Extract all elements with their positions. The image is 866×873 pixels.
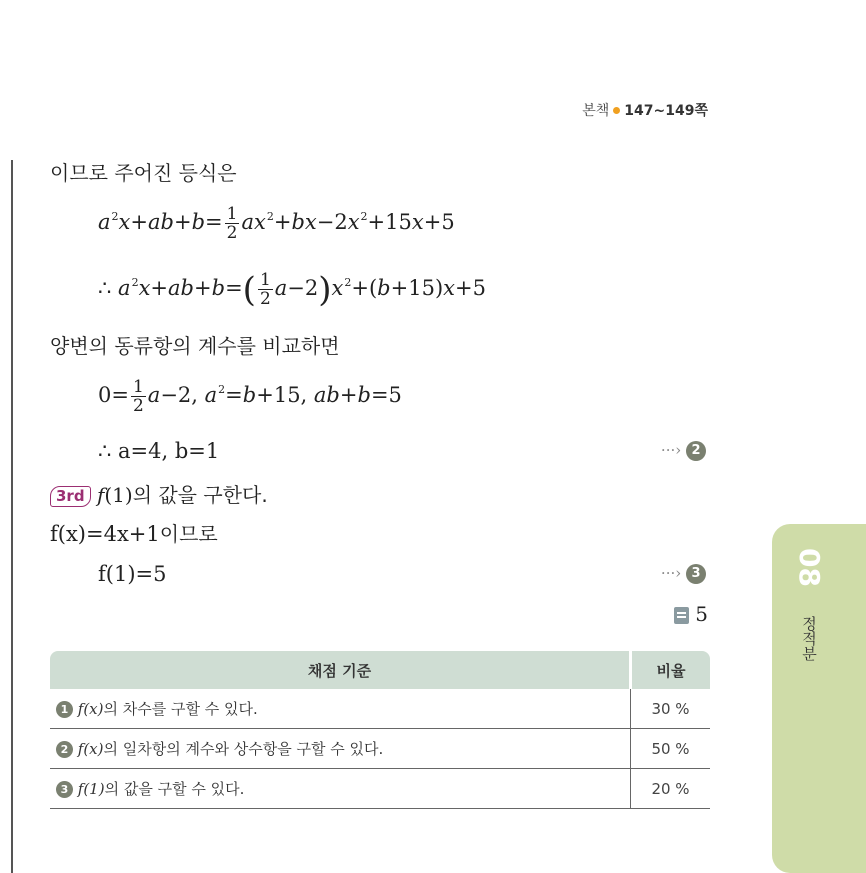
compare-text: 양변의 동류항의 계수를 비교하면	[50, 334, 340, 358]
result-ab: ∴ a=4, b=1	[98, 439, 220, 463]
header-rate: 비율	[631, 651, 711, 689]
rate-cell: 30 %	[631, 689, 711, 729]
intro-text: 이므로 주어진 등식은	[50, 161, 237, 185]
margin-rule	[11, 160, 13, 873]
step3-heading: 3rd f(1)의 값을 구한다.	[50, 479, 268, 508]
answer	[674, 602, 708, 626]
step3-badge: 3rd	[50, 486, 91, 507]
circled-number-icon: 3	[686, 564, 706, 584]
chapter-label: 정적분	[800, 616, 818, 661]
equation-3: 0= $\frac{1}{2}$ a−2, $a^2=b+15$, ab+b=5	[98, 377, 402, 416]
circled-number-icon: 3	[56, 781, 73, 798]
equation-2: ∴ $a^2x+ab+b=$( $\frac{1}{2}$ $a-2)x^2+(b+15)x+5$	[98, 270, 486, 310]
answer-icon	[674, 607, 689, 624]
circled-number-icon: 2	[56, 741, 73, 758]
fx-tail: 이므로	[159, 522, 218, 546]
fx-definition: f(x)=4x+1	[50, 522, 160, 546]
fx-line	[50, 518, 218, 547]
table-row	[50, 689, 710, 729]
dot-icon	[613, 107, 620, 114]
step-marker-3: ···› 3	[661, 564, 706, 584]
circled-number-icon: 1	[56, 701, 73, 718]
step3-text: 의 값을 구한다.	[132, 483, 268, 507]
circled-number-icon: 2	[686, 441, 706, 461]
header-criteria: 채점 기준	[50, 651, 631, 689]
criteria-text: 의 일차항의 계수와 상수항을 구할 수 있다.	[103, 740, 384, 758]
chapter-number: 08	[793, 548, 826, 587]
table-row	[50, 769, 710, 809]
criteria-text: 의 값을 구할 수 있다.	[104, 780, 245, 798]
f1-value: f(1)=5	[98, 562, 167, 586]
rate-cell: 20 %	[631, 769, 711, 809]
criteria-text: 의 차수를 구할 수 있다.	[103, 700, 258, 718]
table-header-row	[50, 651, 710, 689]
chapter-tab	[772, 524, 866, 873]
criteria-cell	[50, 769, 631, 809]
scoring-table	[50, 651, 710, 809]
equation-1: $a^2x+ab+b=$ $\frac{1}{2}$ $ax^2+bx-2x^2+15x+5$	[98, 204, 455, 243]
page-reference	[582, 100, 708, 120]
rate-cell: 50 %	[631, 729, 711, 769]
func: f(1)	[77, 780, 105, 798]
page-ref-pages: 147~149쪽	[624, 103, 708, 119]
criteria-cell	[50, 729, 631, 769]
step-marker-2: ···› 2	[661, 441, 706, 461]
func: f(x)	[77, 700, 104, 718]
table-row	[50, 729, 710, 769]
answer-value: 5	[695, 602, 708, 626]
func: f(x)	[77, 740, 104, 758]
page-ref-label: 본책	[582, 103, 610, 119]
criteria-cell	[50, 689, 631, 729]
